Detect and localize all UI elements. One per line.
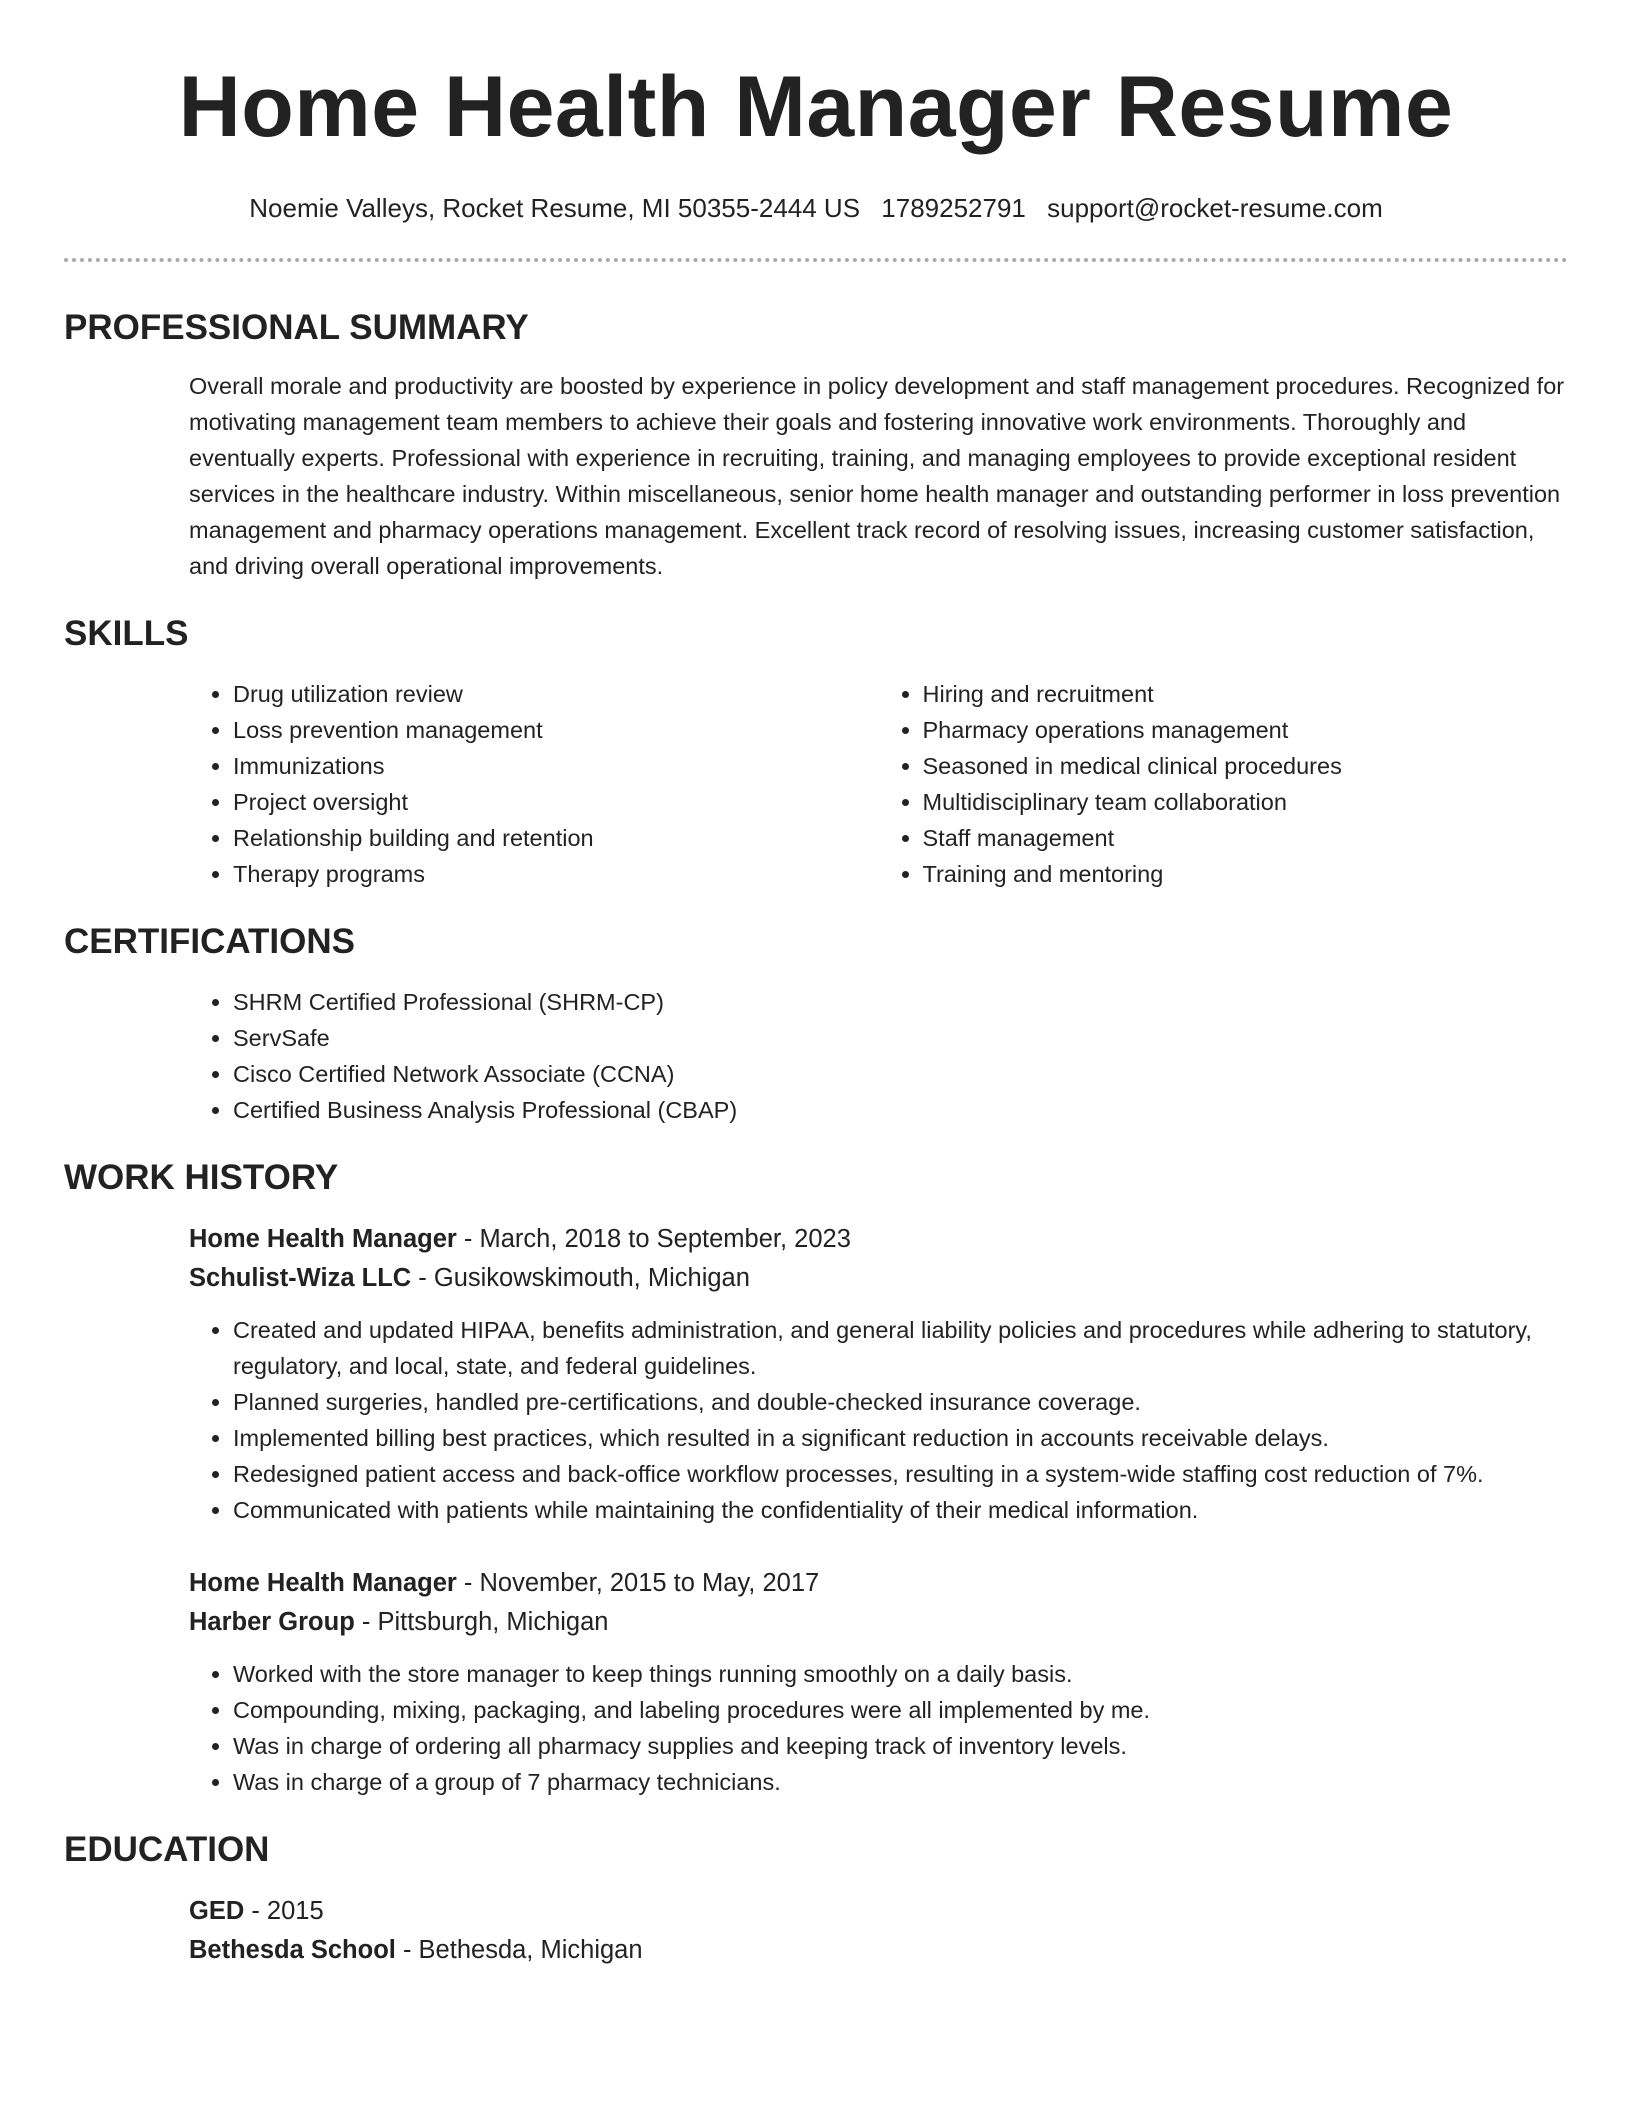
skill-item: • Pharmacy operations management	[923, 712, 1569, 748]
job-bullet: • Was in charge of a group of 7 pharmacy technicians.	[233, 1764, 1568, 1800]
job-title: Home Health Manager	[189, 1225, 457, 1253]
job-entry	[64, 1564, 1568, 1800]
skill-item: • Seasoned in medical clinical procedures	[923, 748, 1569, 784]
header-divider	[64, 258, 1568, 262]
work-history-section	[64, 1156, 1568, 1800]
job-company-line	[189, 1259, 1568, 1298]
certifications-list	[189, 984, 1568, 1128]
job-bullet: • Compounding, mixing, packaging, and labeling procedures were all implemented by me.	[233, 1692, 1568, 1728]
contact-phone: 1789252791	[881, 193, 1026, 223]
summary-text: Overall morale and productivity are boosted by experience in policy development and staff management procedures. Recognized for motivating management team members to achieve their goals and fostering innovative work environments. Thoroughly and eventually experts. Professional with experience in recruiting, training, and managing employees to provide exceptional resident services in the healthcare industry. Within miscellaneous, senior home health manager and outstanding performer in loss prevention management and pharmacy operations management. Excellent track record of resolving issues, increasing customer satisfaction, and driving overall operational improvements.	[189, 373, 1565, 579]
certification-item: • SHRM Certified Professional (SHRM-CP)	[233, 984, 1568, 1020]
job-title-line	[189, 1564, 1568, 1603]
job-title-line	[189, 1220, 1568, 1259]
certification-item: • ServSafe	[233, 1020, 1568, 1056]
job-location: - Gusikowskimouth, Michigan	[411, 1264, 750, 1292]
job-bullet: • Implemented billing best practices, which resulted in a significant reduction in accounts receivable delays.	[233, 1420, 1568, 1456]
job-bullet: • Created and updated HIPAA, benefits administration, and general liability policies and procedures while adhering to statutory, regulatory, and local, state, and federal guidelines.	[233, 1312, 1568, 1384]
summary-heading: PROFESSIONAL SUMMARY	[64, 308, 529, 347]
education-heading: EDUCATION	[64, 1830, 270, 1869]
education-degree-line	[189, 1892, 1568, 1931]
skills-left-list	[189, 676, 879, 892]
contact-email: support@rocket-resume.com	[1047, 193, 1383, 223]
page-title: Home Health Manager Resume	[178, 59, 1454, 155]
job-bullet: • Communicated with patients while maintaining the confidentiality of their medical information.	[233, 1492, 1568, 1528]
skill-item: • Drug utilization review	[233, 676, 879, 712]
skill-item: • Multidisciplinary team collaboration	[923, 784, 1569, 820]
job-location: - Pittsburgh, Michigan	[354, 1608, 609, 1636]
skill-item: • Immunizations	[233, 748, 879, 784]
job-entry	[64, 1220, 1568, 1528]
skill-item: • Staff management	[923, 820, 1569, 856]
contact-line	[64, 190, 1568, 226]
job-title: Home Health Manager	[189, 1569, 457, 1597]
job-bullet: • Redesigned patient access and back-office workflow processes, resulting in a system-wide staffing cost reduction of 7%.	[233, 1456, 1568, 1492]
skill-item: • Hiring and recruitment	[923, 676, 1569, 712]
job-company: Schulist-Wiza LLC	[189, 1264, 412, 1292]
job-dates: - November, 2015 to May, 2017	[456, 1569, 820, 1597]
skill-item: • Project oversight	[233, 784, 879, 820]
education-degree: GED	[189, 1897, 245, 1925]
work-history-heading: WORK HISTORY	[64, 1158, 339, 1197]
job-company-line	[189, 1603, 1568, 1642]
skill-item: • Training and mentoring	[923, 856, 1569, 892]
job-bullet: • Was in charge of ordering all pharmacy supplies and keeping track of inventory levels.	[233, 1728, 1568, 1764]
education-school-line	[189, 1931, 1568, 1970]
education-location: - Bethesda, Michigan	[395, 1936, 643, 1964]
skill-item: • Relationship building and retention	[233, 820, 879, 856]
skills-section	[64, 612, 1568, 892]
certifications-heading: CERTIFICATIONS	[64, 922, 356, 961]
job-bullets	[189, 1312, 1568, 1528]
summary-section	[64, 306, 1568, 584]
job-company: Harber Group	[189, 1608, 355, 1636]
education-year: - 2015	[244, 1897, 324, 1925]
skills-heading: SKILLS	[64, 614, 189, 653]
skill-item: • Loss prevention management	[233, 712, 879, 748]
certifications-section	[64, 920, 1568, 1128]
skill-item: • Therapy programs	[233, 856, 879, 892]
job-bullets	[189, 1656, 1568, 1800]
certification-item: • Certified Business Analysis Professional (CBAP)	[233, 1092, 1568, 1128]
job-dates: - March, 2018 to September, 2023	[456, 1225, 851, 1253]
job-bullet: • Planned surgeries, handled pre-certifications, and double-checked insurance coverage.	[233, 1384, 1568, 1420]
skills-right-list	[879, 676, 1569, 892]
job-bullet: • Worked with the store manager to keep things running smoothly on a daily basis.	[233, 1656, 1568, 1692]
certification-item: • Cisco Certified Network Associate (CCNA)	[233, 1056, 1568, 1092]
contact-address: Noemie Valleys, Rocket Resume, MI 50355-2444 US	[249, 193, 861, 223]
education-section	[64, 1828, 1568, 1970]
education-school: Bethesda School	[189, 1936, 396, 1964]
